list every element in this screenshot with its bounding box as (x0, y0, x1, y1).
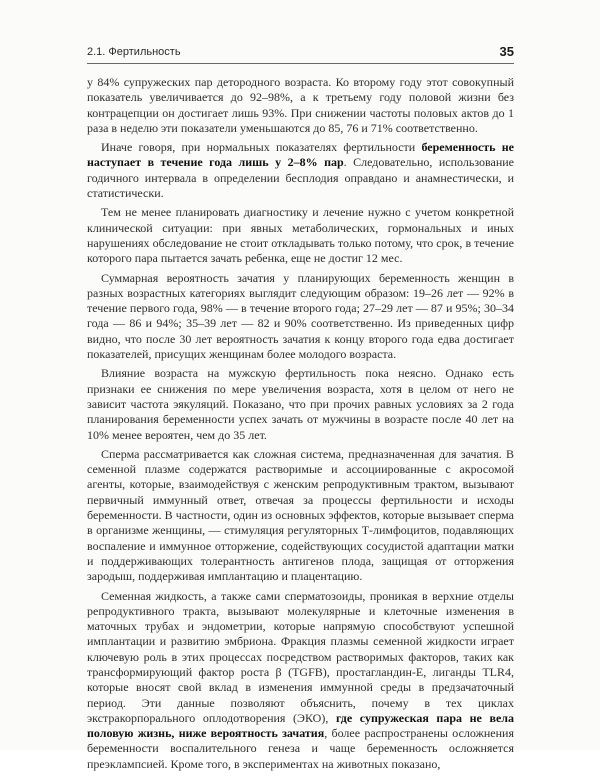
text-run: , более распространены осложнения беременности воспалительного генеза и чаще беременность осложняется преэклампсией. Кроме того, в экспериментах на животных показано, (87, 726, 514, 771)
text-run: Сперма рассматривается как сложная система, предназначенная для зачатия. В семенной плазме содержатся растворимые и ассоциированные с акросомой агенты, которые, взаимодействуя с женским репродуктивным трактом, вызывают первичный иммунный ответ, отвечая за процессы фертильности и исходы беременности. В частности, один из основных эффектов, которые вызывает сперма в организме женщины, — стимуляция регуляторных Т-лимфоцитов, подавляющих воспаление и иммунное отторжение, содействующих сосудистой адаптации матки и поддерживающих толерантность антигенов плода, защищая от отторжения зародыш, поддерживая имплантацию и плацентацию. (87, 446, 514, 584)
emphasis-text: беременность не наступает в течение года лишь у 2–8% пар (87, 140, 514, 170)
paragraph (87, 589, 514, 773)
text-run: Тем не менее планировать диагностику и лечение нужно с учетом конкретной клинической ситуации: при явных метаболических, гормональных и иных нарушениях обследование не стоит откладывать только потому, что срок, в течение которого пара пытается зачать ребенка, еще не достиг 12 мес. (87, 205, 514, 266)
paragraph (87, 366, 514, 442)
paragraph (87, 75, 514, 136)
emphasis-text: где супружеская пара не вела половую жизнь, ниже вероятность зачатия (87, 710, 515, 741)
text-run: Влияние возраста на мужскую фертильность пока неясно. Однако есть признаки ее снижения по мере увеличения возраста, хотя в целом от него не зависит частота эякуляций. Показано, что при прочих равных условиях за 2 года планирования беременности успех зачать от мужчины в возрасте после 40 лет на 10% менее вероятен, чем до 35 лет. (87, 366, 514, 442)
text-run: Иначе говоря, при нормальных показателях фертильности (101, 140, 422, 155)
text-run: . Следовательно, использование годичного интервала в определении бесплодия оправдано и анамнестически, и статистически. (87, 155, 514, 201)
body-text (87, 75, 514, 776)
section-title: 2.1. Фертильность (87, 46, 181, 58)
paragraph (87, 447, 514, 585)
paragraph (87, 205, 514, 266)
paragraph (87, 140, 514, 201)
text-run: Суммарная вероятность зачатия у планирующих беременность женщин в разных возрастных категориях выглядит следующим образом: 19–26 лет — 92% в течение первого года, 98% — в течение второго года; 27–29 лет — 87 и 95%; 30–34 года — 86 и 94%; 35–39 лет — 82 и 90% соответственно. Из приведенных цифр видно, что после 30 лет вероятность зачатия к концу второго года едва достигает показателей, присущих женщинам более молодого возраста. (87, 270, 514, 362)
page-number: 35 (499, 44, 514, 59)
running-head (87, 44, 514, 62)
header-rule (87, 63, 514, 64)
text-run: у 84% супружеских пар детородного возраста. Ко второму году этот совокупный показатель увеличивается до 92–98%, а к третьему году половой жизни без контрацепции он достигает лишь 93%. При снижении частоты половых актов до 1 раза в неделю эти показатели уменьшаются до 85, 76 и 71% соответственно. (87, 75, 514, 135)
paragraph (87, 271, 514, 363)
text-run: Семенная жидкость, а также сами сперматозоиды, проникая в верхние отделы репродуктивного тракта, вызывают молекулярные и клеточные изменения в маточных трубах и эндометрии, которые напрямую способствуют успешной имплантации и развитию эмбриона. Фракция плазмы семенной жидкости играет ключевую роль в этих процессах посредством растворимых факторов, таких как трансформирующий фактор роста β (TGFB), простагландин-Е, лиганды TLR4, которые вносят свой вклад в изменения иммунной среды в предзачаточный период. Эти данные позволяют объяснить, почему в тех циклах экстракорпорального оплодотворения (ЭКО), (87, 588, 514, 725)
